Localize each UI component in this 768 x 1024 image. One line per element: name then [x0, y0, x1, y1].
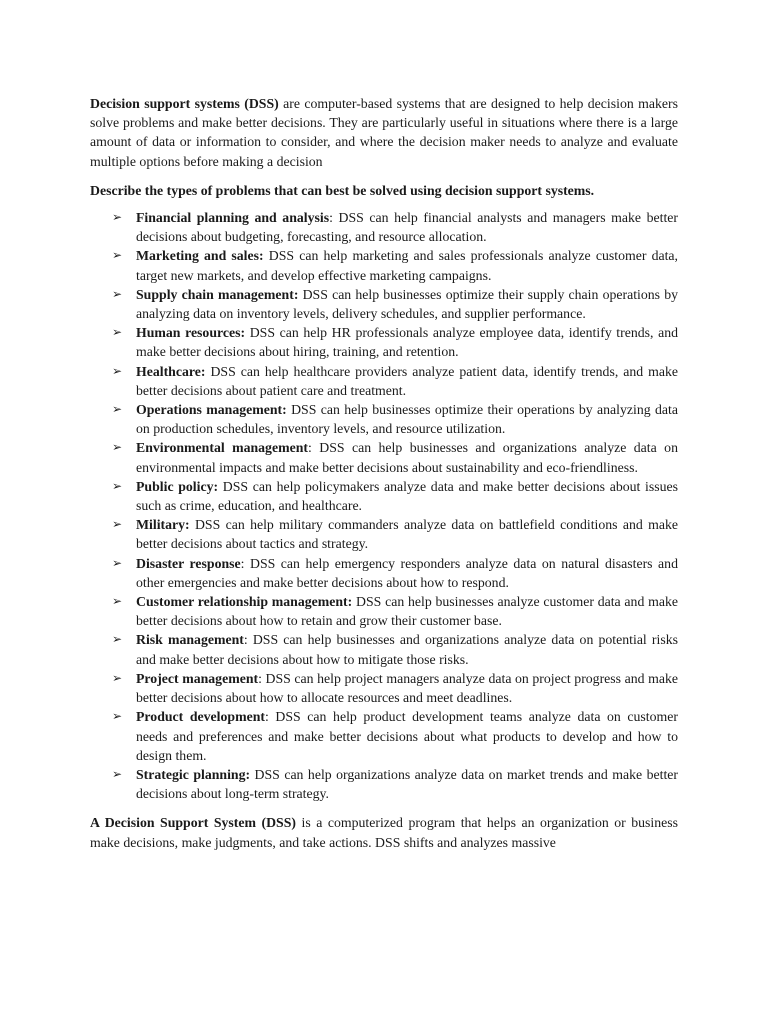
list-item-text: DSS can help marketing and sales professionals analyze customer data, target new markets, and develop effective marketing campaigns.: [136, 248, 678, 283]
question-heading: Describe the types of problems that can best be solved using decision support systems.: [90, 182, 595, 198]
list-item: [90, 515, 678, 553]
closing-text: is a computerized program that helps an organization or business make decisions, make judgments, and take actions. DSS shifts and analyzes massive: [90, 815, 679, 850]
list-item-term: Product development: [136, 709, 265, 725]
list-item-term: Supply chain management:: [136, 286, 299, 302]
list-item-text: DSS can help businesses analyze customer data and make better decisions about how to retain and grow their customer base.: [136, 594, 678, 629]
intro-term: Decision support systems (DSS): [90, 96, 279, 111]
list-item-term: Environmental management: [136, 440, 308, 456]
list-item-text: DSS can help organizations analyze data on market trends and make better decisions about long-term strategy.: [136, 766, 678, 802]
list-item-separator: :: [264, 709, 276, 725]
arrowhead-bullet-icon: ➢: [112, 363, 123, 378]
arrowhead-bullet-icon: ➢: [112, 709, 123, 724]
intro-text: are computer-based systems that are designed to help decision makers solve problems and make better decisions. They are particularly useful in situations where there is a large amount of data or information to consider, and where the decision maker needs to analyze and evaluate multiple options before making a decision: [90, 96, 678, 169]
arrowhead-bullet-icon: ➢: [112, 248, 123, 263]
list-item-text: DSS can help businesses optimize their supply chain operations by analyzing data on inventory levels, delivery schedules, and supplier performance.: [136, 286, 678, 322]
list-item-text: DSS can help emergency responders analyze data on natural disasters and other emergencies and make better decisions about how to respond.: [136, 555, 678, 590]
list-item-term: Human resources:: [136, 325, 246, 341]
list-item-separator: :: [307, 440, 320, 456]
list-item-term: Risk management: [136, 632, 244, 648]
arrowhead-bullet-icon: ➢: [112, 594, 123, 609]
arrowhead-bullet-icon: ➢: [112, 402, 123, 417]
list-item: [90, 669, 678, 707]
list-item-term: Customer relationship management:: [136, 594, 353, 610]
arrowhead-bullet-icon: ➢: [112, 670, 123, 685]
list-item-separator: :: [329, 210, 339, 226]
list-item-separator: :: [240, 555, 250, 571]
list-item-term: Strategic planning:: [136, 766, 251, 782]
closing-paragraph: [90, 813, 678, 851]
list-item-term: Financial planning and analysis: [136, 210, 330, 226]
document-page: [90, 94, 678, 852]
arrowhead-bullet-icon: ➢: [112, 210, 123, 225]
list-item: [90, 438, 678, 476]
list-item: [90, 362, 678, 400]
arrowhead-bullet-icon: ➢: [112, 286, 123, 301]
list-item-term: Project management: [136, 670, 259, 686]
list-item: [90, 554, 678, 592]
list-item: [90, 285, 678, 323]
list-item-term: Operations management:: [136, 402, 287, 418]
list-item-text: DSS can help HR professionals analyze employee data, identify trends, and make better decisions about hiring, training, and retention.: [136, 325, 678, 360]
arrowhead-bullet-icon: ➢: [112, 632, 123, 647]
list-item: [90, 246, 678, 284]
list-item: [90, 323, 678, 361]
list-item-text: DSS can help military commanders analyze data on battlefield conditions and make better decisions about tactics and strategy.: [136, 517, 678, 552]
list-item: [90, 765, 678, 803]
list-item-term: Disaster response: [136, 555, 241, 571]
arrowhead-bullet-icon: ➢: [112, 517, 123, 532]
list-item-text: DSS can help product development teams analyze data on customer needs and preferences and make better decisions about what products to develop and how to design them.: [136, 709, 678, 763]
list-item: [90, 630, 678, 668]
list-item: [90, 707, 678, 765]
closing-term: A Decision Support System (DSS): [90, 815, 297, 831]
intro-paragraph: [90, 94, 678, 171]
list-item: [90, 400, 678, 438]
list-item-text: DSS can help policymakers analyze data and make better decisions about issues such as crime, education, and healthcare.: [136, 478, 679, 514]
list-item: [90, 477, 678, 515]
arrowhead-bullet-icon: ➢: [112, 555, 123, 570]
list-item-text: DSS can help financial analysts and managers make better decisions about budgeting, forecasting, and resource allocation.: [136, 210, 678, 245]
list-item: [90, 592, 678, 630]
list-item-text: DSS can help businesses optimize their operations by analyzing data on production schedules, inventory levels, and resource utilization.: [136, 402, 678, 437]
problem-type-list: [90, 208, 678, 803]
arrowhead-bullet-icon: ➢: [112, 766, 123, 781]
list-item-text: DSS can help project managers analyze data on project progress and make better decisions about how to allocate resources and meet deadlines.: [136, 670, 678, 706]
list-item-text: DSS can help businesses and organizations analyze data on environmental impacts and make better decisions about sustainability and eco-friendliness.: [136, 440, 678, 475]
list-item-separator: :: [258, 670, 266, 686]
arrowhead-bullet-icon: ➢: [112, 325, 123, 340]
arrowhead-bullet-icon: ➢: [112, 478, 123, 493]
list-item-term: Healthcare:: [136, 363, 206, 379]
list-item-text: DSS can help businesses and organizations analyze data on potential risks and make better decisions about how to mitigate those risks.: [136, 632, 678, 667]
list-item-term: Military:: [136, 517, 190, 533]
list-item: [90, 208, 678, 246]
list-item-separator: :: [243, 632, 253, 648]
arrowhead-bullet-icon: ➢: [112, 440, 123, 455]
list-item-text: DSS can help healthcare providers analyze patient data, identify trends, and make better decisions about patient care and treatment.: [136, 363, 678, 398]
list-item-term: Marketing and sales:: [136, 248, 264, 264]
list-item-term: Public policy:: [136, 478, 219, 494]
